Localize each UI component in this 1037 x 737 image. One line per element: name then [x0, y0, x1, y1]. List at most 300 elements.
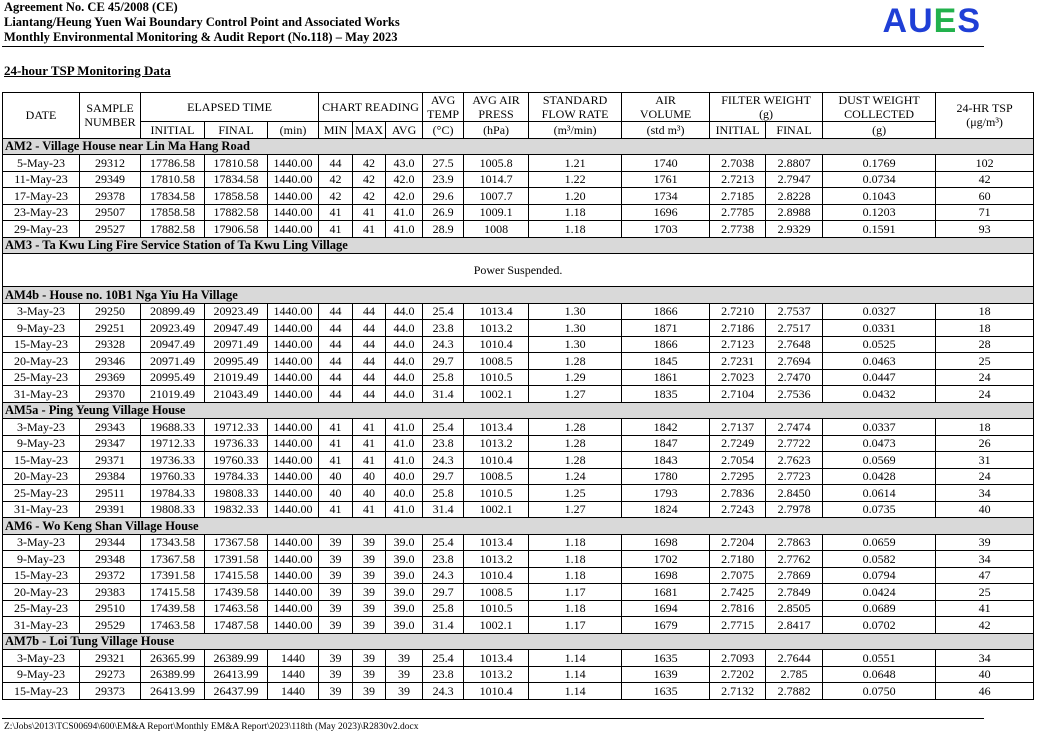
table-cell: 26413.99	[205, 666, 268, 683]
table-cell: 2.7517	[766, 320, 823, 337]
table-cell: 11-May-23	[3, 171, 80, 188]
table-cell: 19712.33	[141, 435, 205, 452]
table-cell: 1843	[622, 452, 710, 469]
table-cell: 2.7249	[710, 435, 766, 452]
table-cell: 24	[936, 369, 1034, 386]
station-name: AM7b - Loi Tung Village House	[3, 633, 1034, 650]
table-cell: 31-May-23	[3, 501, 80, 518]
table-cell: 29371	[80, 452, 141, 469]
col-24hr-tsp: 24-HR TSP (μg/m³)	[936, 93, 1034, 139]
table-cell: 39	[386, 666, 423, 683]
table-cell: 1702	[622, 551, 710, 568]
table-cell: 1.28	[529, 435, 622, 452]
table-cell: 17463.58	[205, 600, 268, 617]
table-cell: 1.30	[529, 303, 622, 320]
table-cell: 31-May-23	[3, 386, 80, 403]
table-row	[3, 452, 1034, 469]
table-cell: 1013.2	[464, 666, 529, 683]
table-row	[3, 353, 1034, 370]
table-cell: 1639	[622, 666, 710, 683]
table-cell: 2.7231	[710, 353, 766, 370]
table-cell: 2.7093	[710, 650, 766, 667]
table-cell: 44	[319, 155, 353, 172]
table-cell: 29370	[80, 386, 141, 403]
table-cell: 1440	[268, 683, 319, 700]
note-row	[3, 254, 1034, 287]
table-body	[3, 138, 1034, 699]
table-cell: 9-May-23	[3, 435, 80, 452]
col-press-unit: (hPa)	[464, 122, 529, 139]
table-cell: 2.7537	[766, 303, 823, 320]
table-row	[3, 188, 1034, 205]
table-cell: 1.24	[529, 468, 622, 485]
table-cell: 1010.4	[464, 452, 529, 469]
table-cell: 0.0428	[823, 468, 936, 485]
table-cell: 41.0	[386, 419, 423, 436]
table-cell: 2.7648	[766, 336, 823, 353]
table-cell: 25	[936, 353, 1034, 370]
col-filter-initial: INITIAL	[710, 122, 766, 139]
table-cell: 1007.7	[464, 188, 529, 205]
table-cell: 44.0	[386, 336, 423, 353]
table-cell: 0.0337	[823, 419, 936, 436]
table-cell: 41	[319, 204, 353, 221]
table-cell: 0.0473	[823, 435, 936, 452]
table-cell: 26389.99	[141, 666, 205, 683]
col-elapsed-min: (min)	[268, 122, 319, 139]
table-cell: 25-May-23	[3, 485, 80, 502]
table-cell: 1681	[622, 584, 710, 601]
table-cell: 1440.00	[268, 171, 319, 188]
table-cell: 1440.00	[268, 501, 319, 518]
table-cell: 2.7762	[766, 551, 823, 568]
table-cell: 24.3	[423, 336, 464, 353]
aues-logo	[883, 1, 981, 41]
table-cell: 39.0	[386, 567, 423, 584]
tsp-data-table	[2, 92, 1034, 700]
table-cell: 29391	[80, 501, 141, 518]
table-cell: 42	[319, 171, 353, 188]
table-row	[3, 666, 1034, 683]
col-chart-reading: CHART READING	[319, 93, 423, 122]
table-cell: 1440.00	[268, 551, 319, 568]
table-cell: 21019.49	[141, 386, 205, 403]
table-cell: 20947.49	[141, 336, 205, 353]
col-flow-unit: (m³/min)	[529, 122, 622, 139]
table-cell: 17834.58	[205, 171, 268, 188]
footer-divider	[2, 718, 984, 719]
table-cell: 18	[936, 320, 1034, 337]
table-cell: 0.0463	[823, 353, 936, 370]
table-cell: 17882.58	[141, 221, 205, 238]
table-cell: 1009.1	[464, 204, 529, 221]
table-cell: 1440.00	[268, 303, 319, 320]
table-cell: 1013.4	[464, 303, 529, 320]
table-row	[3, 600, 1034, 617]
table-cell: 2.7137	[710, 419, 766, 436]
table-cell: 2.7210	[710, 303, 766, 320]
table-cell: 40	[936, 501, 1034, 518]
table-cell: 29.6	[423, 188, 464, 205]
table-cell: 1.27	[529, 386, 622, 403]
table-cell: 1013.4	[464, 534, 529, 551]
table-cell: 17415.58	[141, 584, 205, 601]
table-cell: 34	[936, 650, 1034, 667]
table-cell: 44	[319, 369, 353, 386]
table-row	[3, 221, 1034, 238]
table-cell: 41.0	[386, 435, 423, 452]
table-cell: 1.21	[529, 155, 622, 172]
table-cell: 1010.5	[464, 485, 529, 502]
table-cell: 41.0	[386, 452, 423, 469]
table-cell: 29328	[80, 336, 141, 353]
table-row	[3, 303, 1034, 320]
table-cell: 40	[936, 666, 1034, 683]
table-cell: 15-May-23	[3, 683, 80, 700]
table-cell: 0.0525	[823, 336, 936, 353]
table-cell: 41	[353, 435, 386, 452]
table-cell: 29343	[80, 419, 141, 436]
table-row	[3, 534, 1034, 551]
table-cell: 1.27	[529, 501, 622, 518]
table-cell: 2.7243	[710, 501, 766, 518]
table-cell: 1440.00	[268, 221, 319, 238]
table-cell: 44.0	[386, 320, 423, 337]
table-cell: 2.7474	[766, 419, 823, 436]
table-cell: 44.0	[386, 353, 423, 370]
table-cell: 39	[353, 567, 386, 584]
table-cell: 1635	[622, 650, 710, 667]
table-cell: 41	[319, 452, 353, 469]
table-cell: 2.7536	[766, 386, 823, 403]
table-cell: 2.7123	[710, 336, 766, 353]
table-cell: 21043.49	[205, 386, 268, 403]
table-cell: 20995.49	[205, 353, 268, 370]
table-cell: 23.8	[423, 435, 464, 452]
table-cell: 1013.2	[464, 551, 529, 568]
table-cell: 1761	[622, 171, 710, 188]
table-cell: 1010.4	[464, 683, 529, 700]
table-cell: 17367.58	[141, 551, 205, 568]
table-cell: 2.7785	[710, 204, 766, 221]
table-cell: 0.0659	[823, 534, 936, 551]
table-cell: 1440.00	[268, 485, 319, 502]
table-cell: 2.8450	[766, 485, 823, 502]
col-chart-min: MIN	[319, 122, 353, 139]
table-row	[3, 683, 1034, 700]
table-cell: 1866	[622, 303, 710, 320]
table-row	[3, 551, 1034, 568]
table-cell: 1013.4	[464, 650, 529, 667]
table-cell: 44.0	[386, 303, 423, 320]
col-sample-number: SAMPLE NUMBER	[80, 93, 141, 139]
col-elapsed-time: ELAPSED TIME	[141, 93, 319, 122]
table-cell: 19736.33	[141, 452, 205, 469]
table-cell: 1440.00	[268, 584, 319, 601]
table-cell: 29.7	[423, 468, 464, 485]
table-cell: 17367.58	[205, 534, 268, 551]
station-name: AM6 - Wo Keng Shan Village House	[3, 518, 1034, 535]
table-cell: 40	[353, 468, 386, 485]
table-cell: 20-May-23	[3, 584, 80, 601]
table-cell: 0.0648	[823, 666, 936, 683]
table-cell: 26.9	[423, 204, 464, 221]
table-cell: 29.7	[423, 584, 464, 601]
table-cell: 42	[353, 188, 386, 205]
table-cell: 44	[353, 303, 386, 320]
table-row	[3, 419, 1034, 436]
table-cell: 39	[353, 551, 386, 568]
table-cell: 23.8	[423, 666, 464, 683]
table-cell: 20-May-23	[3, 353, 80, 370]
table-cell: 1.25	[529, 485, 622, 502]
table-cell: 42	[353, 171, 386, 188]
table-cell: 0.1043	[823, 188, 936, 205]
table-cell: 9-May-23	[3, 551, 80, 568]
table-cell: 29349	[80, 171, 141, 188]
table-cell: 17858.58	[141, 204, 205, 221]
table-cell: 17810.58	[205, 155, 268, 172]
table-cell: 1002.1	[464, 386, 529, 403]
table-cell: 25-May-23	[3, 600, 80, 617]
table-cell: 2.7104	[710, 386, 766, 403]
table-cell: 41.0	[386, 221, 423, 238]
table-cell: 9-May-23	[3, 666, 80, 683]
table-cell: 29510	[80, 600, 141, 617]
table-cell: 1.30	[529, 320, 622, 337]
table-cell: 24	[936, 386, 1034, 403]
station-name: AM2 - Village House near Lin Ma Hang Road	[3, 138, 1034, 155]
table-cell: 25-May-23	[3, 369, 80, 386]
table-cell: 29384	[80, 468, 141, 485]
table-cell: 3-May-23	[3, 534, 80, 551]
table-cell: 41	[353, 221, 386, 238]
table-cell: 1845	[622, 353, 710, 370]
table-cell: 1703	[622, 221, 710, 238]
table-cell: 44	[319, 353, 353, 370]
table-cell: 2.7186	[710, 320, 766, 337]
table-cell: 1.17	[529, 584, 622, 601]
table-cell: 29-May-23	[3, 221, 80, 238]
table-cell: 1824	[622, 501, 710, 518]
table-cell: 1.29	[529, 369, 622, 386]
logo-text-s: S	[957, 2, 981, 40]
table-cell: 39.0	[386, 600, 423, 617]
table-cell: 2.7978	[766, 501, 823, 518]
table-cell: 2.7816	[710, 600, 766, 617]
table-cell: 39	[319, 567, 353, 584]
table-cell: 1.18	[529, 600, 622, 617]
table-cell: 17-May-23	[3, 188, 80, 205]
table-cell: 2.7185	[710, 188, 766, 205]
table-cell: 41	[936, 600, 1034, 617]
col-elapsed-initial: INITIAL	[141, 122, 205, 139]
col-chart-max: MAX	[353, 122, 386, 139]
table-cell: 0.0614	[823, 485, 936, 502]
table-row	[3, 435, 1034, 452]
table-cell: 26437.99	[205, 683, 268, 700]
table-cell: 1440.00	[268, 600, 319, 617]
table-cell: 26413.99	[141, 683, 205, 700]
table-cell: 2.9329	[766, 221, 823, 238]
table-cell: 20899.49	[141, 303, 205, 320]
table-cell: 17415.58	[205, 567, 268, 584]
table-cell: 1010.4	[464, 567, 529, 584]
table-cell: 1008.5	[464, 353, 529, 370]
table-cell: 1440.00	[268, 419, 319, 436]
table-row	[3, 485, 1034, 502]
table-cell: 27.5	[423, 155, 464, 172]
header-row-1	[3, 93, 1034, 122]
table-cell: 1010.5	[464, 600, 529, 617]
table-cell: 40.0	[386, 485, 423, 502]
table-cell: 1440.00	[268, 567, 319, 584]
table-cell: 3-May-23	[3, 303, 80, 320]
table-cell: 0.0327	[823, 303, 936, 320]
table-cell: 2.7202	[710, 666, 766, 683]
col-filter-final: FINAL	[766, 122, 823, 139]
col-temp-unit: (°C)	[423, 122, 464, 139]
table-row	[3, 584, 1034, 601]
table-cell: 2.7204	[710, 534, 766, 551]
table-cell: 2.8988	[766, 204, 823, 221]
table-cell: 2.7425	[710, 584, 766, 601]
table-cell: 46	[936, 683, 1034, 700]
table-row	[3, 650, 1034, 667]
table-cell: 1014.7	[464, 171, 529, 188]
col-chart-avg: AVG	[386, 122, 423, 139]
table-cell: 23-May-23	[3, 204, 80, 221]
table-cell: 39.0	[386, 584, 423, 601]
logo-text-au: AU	[882, 2, 934, 40]
col-vol-unit: (std m³)	[622, 122, 710, 139]
table-row	[3, 386, 1034, 403]
table-cell: 1.30	[529, 336, 622, 353]
table-cell: 41.0	[386, 204, 423, 221]
table-cell: 20923.49	[141, 320, 205, 337]
table-cell: 1440.00	[268, 188, 319, 205]
table-cell: 25.8	[423, 485, 464, 502]
table-cell: 23.8	[423, 320, 464, 337]
table-cell: 39	[319, 650, 353, 667]
table-cell: 41	[319, 435, 353, 452]
table-cell: 1002.1	[464, 617, 529, 634]
table-cell: 25	[936, 584, 1034, 601]
table-cell: 29529	[80, 617, 141, 634]
table-cell: 0.0794	[823, 567, 936, 584]
table-cell: 44	[353, 336, 386, 353]
table-cell: 39	[353, 534, 386, 551]
table-cell: 2.7023	[710, 369, 766, 386]
table-cell: 17858.58	[205, 188, 268, 205]
section-title: 24-hour TSP Monitoring Data	[4, 63, 171, 78]
table-cell: 42	[319, 188, 353, 205]
table-cell: 39	[936, 534, 1034, 551]
table-cell: 29369	[80, 369, 141, 386]
table-cell: 2.7869	[766, 567, 823, 584]
table-cell: 29347	[80, 435, 141, 452]
table-cell: 44	[353, 320, 386, 337]
table-cell: 29378	[80, 188, 141, 205]
table-cell: 24.3	[423, 452, 464, 469]
table-cell: 34	[936, 551, 1034, 568]
table-cell: 1.17	[529, 617, 622, 634]
table-cell: 40	[353, 485, 386, 502]
table-cell: 0.1203	[823, 204, 936, 221]
table-cell: 2.7213	[710, 171, 766, 188]
table-cell: 41	[353, 419, 386, 436]
col-air-volume: AIR VOLUME	[622, 93, 710, 122]
table-cell: 2.7038	[710, 155, 766, 172]
table-cell: 17343.58	[141, 534, 205, 551]
table-cell: 1.18	[529, 551, 622, 568]
table-cell: 39	[386, 650, 423, 667]
table-cell: 1008.5	[464, 468, 529, 485]
table-cell: 1698	[622, 567, 710, 584]
table-cell: 1010.5	[464, 369, 529, 386]
table-cell: 17882.58	[205, 204, 268, 221]
table-cell: 31-May-23	[3, 617, 80, 634]
table-cell: 42	[353, 155, 386, 172]
table-cell: 29.7	[423, 353, 464, 370]
table-cell: 47	[936, 567, 1034, 584]
table-cell: 2.7295	[710, 468, 766, 485]
table-cell: 42.0	[386, 171, 423, 188]
table-cell: 44.0	[386, 386, 423, 403]
table-cell: 44	[353, 386, 386, 403]
table-row	[3, 336, 1034, 353]
table-cell: 2.7054	[710, 452, 766, 469]
table-cell: 2.7132	[710, 683, 766, 700]
project-title: Liantang/Heung Yuen Wai Boundary Control Point and Associated Works	[4, 15, 400, 29]
header-row-2	[3, 122, 1034, 139]
table-cell: 15-May-23	[3, 452, 80, 469]
table-cell: 41	[319, 221, 353, 238]
table-row	[3, 369, 1034, 386]
table-cell: 1.18	[529, 221, 622, 238]
table-cell: 19808.33	[141, 501, 205, 518]
table-cell: 17391.58	[141, 567, 205, 584]
table-cell: 1013.2	[464, 320, 529, 337]
table-cell: 0.0582	[823, 551, 936, 568]
table-cell: 25.4	[423, 534, 464, 551]
col-dust-unit: (g)	[823, 122, 936, 139]
table-cell: 9-May-23	[3, 320, 80, 337]
station-group-row	[3, 287, 1034, 304]
table-cell: 39	[319, 666, 353, 683]
table-cell: 1.28	[529, 353, 622, 370]
table-cell: 26	[936, 435, 1034, 452]
table-cell: 34	[936, 485, 1034, 502]
col-elapsed-final: FINAL	[205, 122, 268, 139]
table-cell: 44	[353, 369, 386, 386]
table-cell: 1635	[622, 683, 710, 700]
table-cell: 1.22	[529, 171, 622, 188]
table-cell: 19736.33	[205, 435, 268, 452]
table-cell: 26389.99	[205, 650, 268, 667]
table-cell: 0.0569	[823, 452, 936, 469]
table-cell: 41	[353, 501, 386, 518]
table-cell: 1861	[622, 369, 710, 386]
table-cell: 1.18	[529, 204, 622, 221]
agreement-number: Agreement No. CE 45/2008 (CE)	[4, 0, 178, 14]
table-cell: 29507	[80, 204, 141, 221]
table-cell: 18	[936, 303, 1034, 320]
table-cell: 2.7715	[710, 617, 766, 634]
table-cell: 2.7863	[766, 534, 823, 551]
table-cell: 3-May-23	[3, 419, 80, 436]
logo-text-e: E	[933, 2, 958, 40]
